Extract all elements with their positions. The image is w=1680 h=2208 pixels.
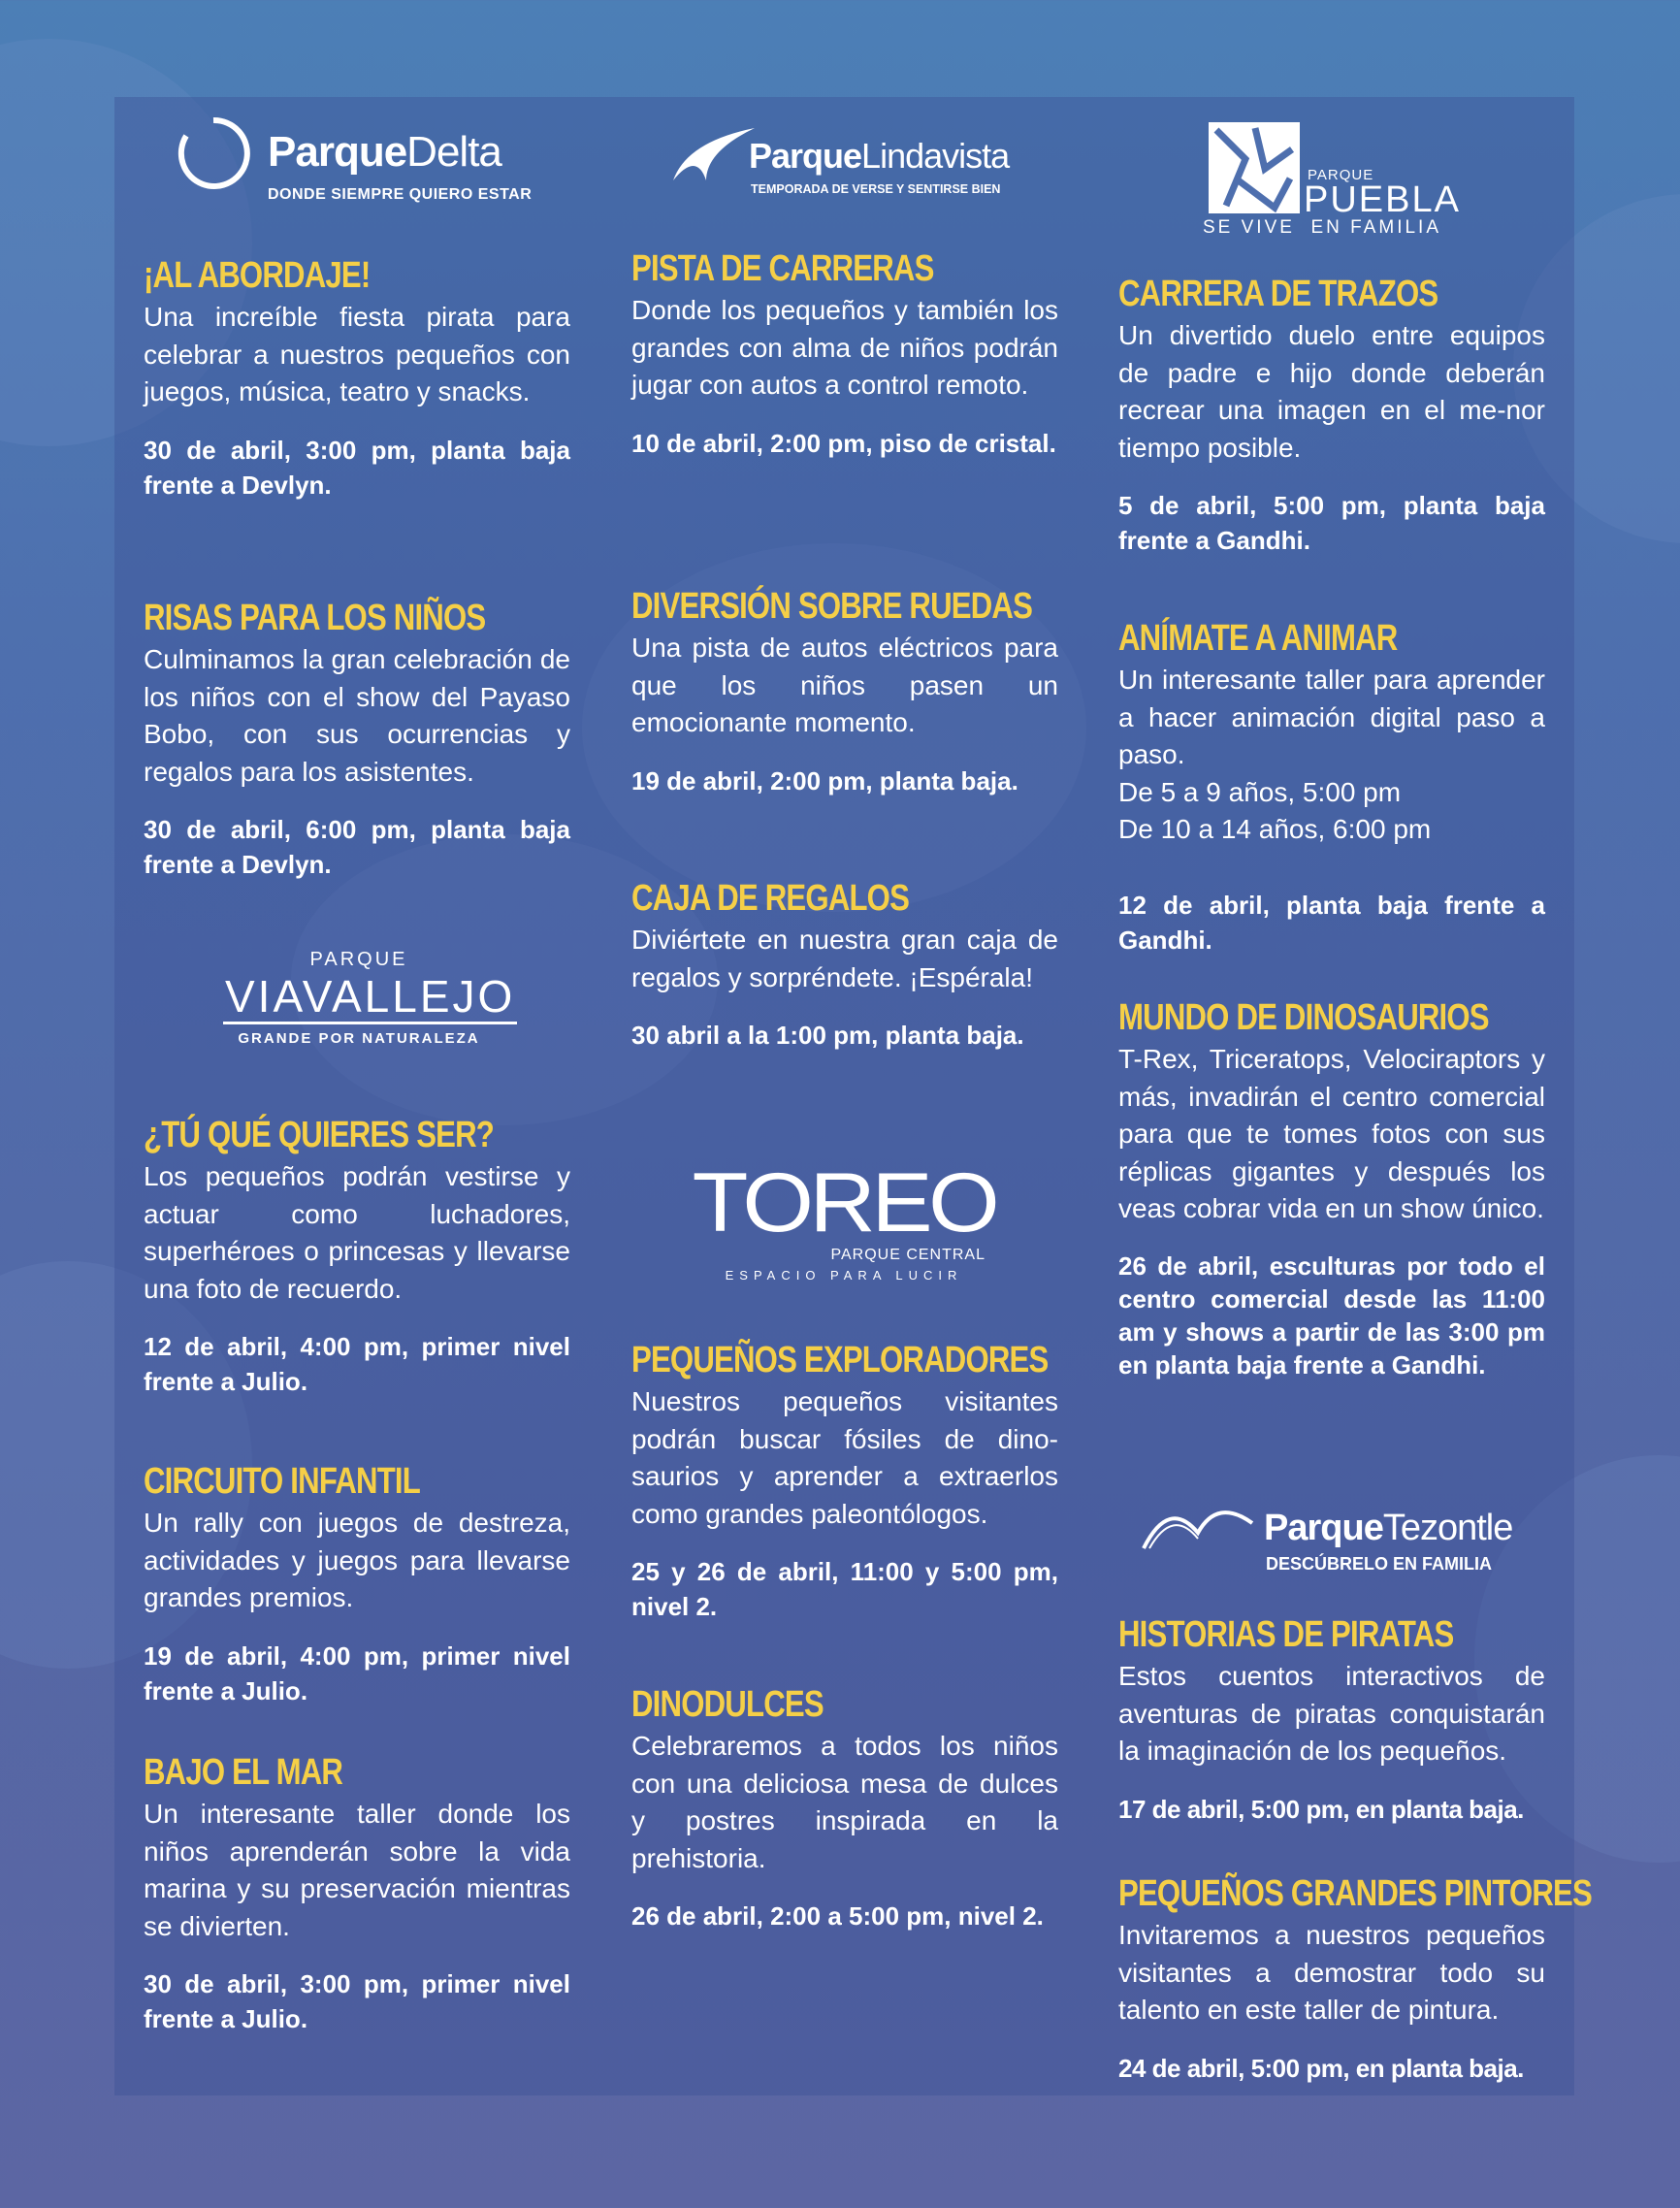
event-title: ¿TÚ QUÉ QUIERES SER? [144, 1115, 495, 1155]
event-diversion-sobre-ruedas [631, 585, 1058, 798]
delta-ring-icon [175, 114, 252, 192]
delta-brand-bold: Parque [268, 128, 407, 176]
event-description: Culminamos la gran celebración de los niños con el show del Payaso Bobo, con sus ocurrencias y regalos para los asistentes. [144, 644, 570, 787]
parque-puebla-logo [1203, 120, 1465, 237]
event-title: DIVERSIÓN SOBRE RUEDAS [631, 586, 1033, 627]
event-description: Un rally con juegos de destreza, actividades y juegos para llevarse grandes premios. [144, 1508, 570, 1612]
puebla-tagline: SE VIVE EN FAMILIA [1203, 217, 1442, 238]
event-when: 24 de abril, 5:00 pm, en planta baja. [1118, 2053, 1524, 2083]
puebla-big: PUEBLA [1304, 179, 1461, 220]
event-caja-de-regalos [631, 877, 1058, 1053]
event-circuito-infantil [144, 1460, 570, 1708]
event-title: BAJO EL MAR [144, 1752, 343, 1793]
event-title: CIRCUITO INFANTIL [144, 1461, 420, 1502]
puebla-emblem-icon [1207, 120, 1304, 217]
event-title: CARRERA DE TRAZOS [1118, 274, 1438, 314]
event-historias-de-piratas [1118, 1613, 1545, 1827]
lindavista-brand-light: Lindavista [861, 136, 1010, 176]
event-when: 30 de abril, 3:00 pm, planta baja frente a Devlyn. [144, 435, 570, 500]
event-title: RISAS PARA LOS NIÑOS [144, 598, 486, 638]
event-pequenos-grandes-pintores [1118, 1872, 1592, 2086]
event-when: 12 de abril, 4:00 pm, primer nivel frente a Julio. [144, 1332, 570, 1396]
lindavista-brand-bold: Parque [749, 136, 862, 176]
parque-tezontle-logo [1140, 1494, 1528, 1581]
event-when: 26 de abril, 2:00 a 5:00 pm, nivel 2. [631, 1901, 1044, 1931]
viavallejo-big: VIAVALLEJO [223, 971, 517, 1024]
event-when: 5 de abril, 5:00 pm, planta baja frente a Gandhi. [1118, 491, 1545, 555]
event-description: Un interesante taller donde los niños aprenderán sobre la vida marina y su preservación mientras se divierten. [144, 1799, 570, 1941]
event-description: Un interesante taller para aprender a hacer animación digital paso a paso. [1118, 665, 1545, 769]
event-dinodulces [631, 1683, 1058, 1933]
event-description: Una pista de autos eléctricos para que los niños pasen un emocionante momento. [631, 633, 1058, 737]
toreo-logo [692, 1156, 996, 1285]
event-bajo-el-mar [144, 1751, 570, 2036]
event-title: HISTORIAS DE PIRATAS [1118, 1614, 1454, 1655]
event-title: PISTA DE CARRERAS [631, 248, 934, 289]
event-pista-de-carreras [631, 247, 1058, 461]
toreo-big: TOREO [692, 1156, 996, 1250]
tezontle-tagline: DESCÚBRELO EN FAMILIA [1266, 1554, 1493, 1574]
event-mundo-de-dinosaurios [1118, 996, 1545, 1381]
puebla-small: PARQUE [1308, 167, 1374, 183]
viavallejo-small: PARQUE [309, 949, 408, 970]
event-when: 12 de abril, planta baja frente a Gandhi. [1118, 890, 1545, 955]
event-title: MUNDO DE DINOSAURIOS [1118, 997, 1489, 1038]
event-title: ANÍMATE A ANIMAR [1118, 618, 1398, 659]
event-when: 30 de abril, 6:00 pm, planta baja frente a Devlyn. [144, 815, 570, 879]
event-title: ¡AL ABORDAJE! [144, 255, 371, 296]
event-risas [144, 597, 570, 882]
event-age-group-1: De 5 a 9 años, 5:00 pm [1118, 776, 1402, 807]
event-age-group-2: De 10 a 14 años, 6:00 pm [1118, 814, 1432, 844]
event-when: 26 de abril, esculturas por todo el centro comercial desde las 11:00 am y shows a partir de las 3:00 pm en planta baja frente a Gandhi. [1118, 1250, 1545, 1380]
viavallejo-tagline: GRANDE POR NATURALEZA [238, 1030, 480, 1047]
parque-lindavista-logo [667, 118, 1036, 206]
event-description: Estos cuentos interactivos de aventuras de piratas conquistarán la imaginación de los pequeños. [1118, 1661, 1545, 1766]
event-animate-a-animar [1118, 617, 1545, 958]
event-when: 25 y 26 de abril, 11:00 y 5:00 pm, nivel 2. [631, 1557, 1058, 1621]
tezontle-brand-light: Tezontle [1382, 1508, 1513, 1548]
delta-tagline: DONDE SIEMPRE QUIERO ESTAR [268, 186, 533, 203]
event-title: CAJA DE REGALOS [631, 878, 910, 919]
event-pequenos-exploradores [631, 1339, 1058, 1624]
event-description: Celebraremos a todos los niños con una deliciosa mesa de dulces y postres inspirada en la prehistoria. [631, 1731, 1058, 1873]
parque-viavallejo-logo [223, 949, 516, 1060]
event-when: 19 de abril, 4:00 pm, primer nivel frente a Julio. [144, 1640, 570, 1705]
event-title: DINODULCES [631, 1684, 824, 1725]
event-description: Nuestros pequeños visitantes podrán buscar fósiles de dino-saurios y aprender a extraerlos como grandes paleontólogos. [631, 1386, 1058, 1529]
event-when: 30 abril a la 1:00 pm, planta baja. [631, 1021, 1024, 1050]
tezontle-brand-bold: Parque [1264, 1508, 1383, 1548]
event-al-abordaje [144, 254, 570, 503]
event-description: Un divertido duelo entre equipos de padre e hijo donde deberán recrear una imagen en el me-nor tiempo posible. [1118, 320, 1545, 463]
toreo-small: PARQUE CENTRAL [830, 1247, 985, 1263]
lindavista-tagline: TEMPORADA DE VERSE Y SENTIRSE BIEN [751, 182, 1001, 196]
event-when: 10 de abril, 2:00 pm, piso de cristal. [631, 428, 1056, 458]
event-description: Una increíble fiesta pirata para celebrar a nuestros pequeños con juegos, música, teatro y snacks. [144, 302, 570, 406]
event-description: T-Rex, Triceratops, Velociraptors y más, invadirán el centro comercial para que te tomes fotos con sus réplicas gigantes y después los veas cobrar vida en un show único. [1118, 1044, 1545, 1223]
tezontle-peaks-icon [1140, 1494, 1256, 1552]
toreo-tagline: ESPACIO PARA LUCIR [725, 1268, 963, 1283]
event-description: Invitaremos a nuestros pequeños visitantes a demostrar todo su talento en este taller de pintura. [1118, 1920, 1545, 2025]
event-description: Diviértete en nuestra gran caja de regalos y sorpréndete. ¡Espérala! [631, 925, 1058, 992]
event-when: 30 de abril, 3:00 pm, primer nivel frente a Julio. [144, 1969, 570, 2033]
event-when: 17 de abril, 5:00 pm, en planta baja. [1118, 1794, 1524, 1824]
event-when: 19 de abril, 2:00 pm, planta baja. [631, 765, 1018, 796]
event-title: PEQUEÑOS EXPLORADORES [631, 1340, 1049, 1380]
event-description: Los pequeños podrán vestirse y actuar como luchadores, superhéroes o princesas y llevarse una foto de recuerdo. [144, 1161, 570, 1304]
event-description: Donde los pequeños y también los grandes con alma de niños podrán jugar con autos a control remoto. [631, 295, 1058, 400]
event-tu-que-quieres-ser [144, 1114, 570, 1399]
delta-brand-light: Delta [406, 128, 501, 176]
parque-delta-logo [175, 114, 543, 211]
event-title: PEQUEÑOS GRANDES PINTORES [1118, 1873, 1592, 1914]
event-carrera-de-trazos [1118, 273, 1545, 558]
